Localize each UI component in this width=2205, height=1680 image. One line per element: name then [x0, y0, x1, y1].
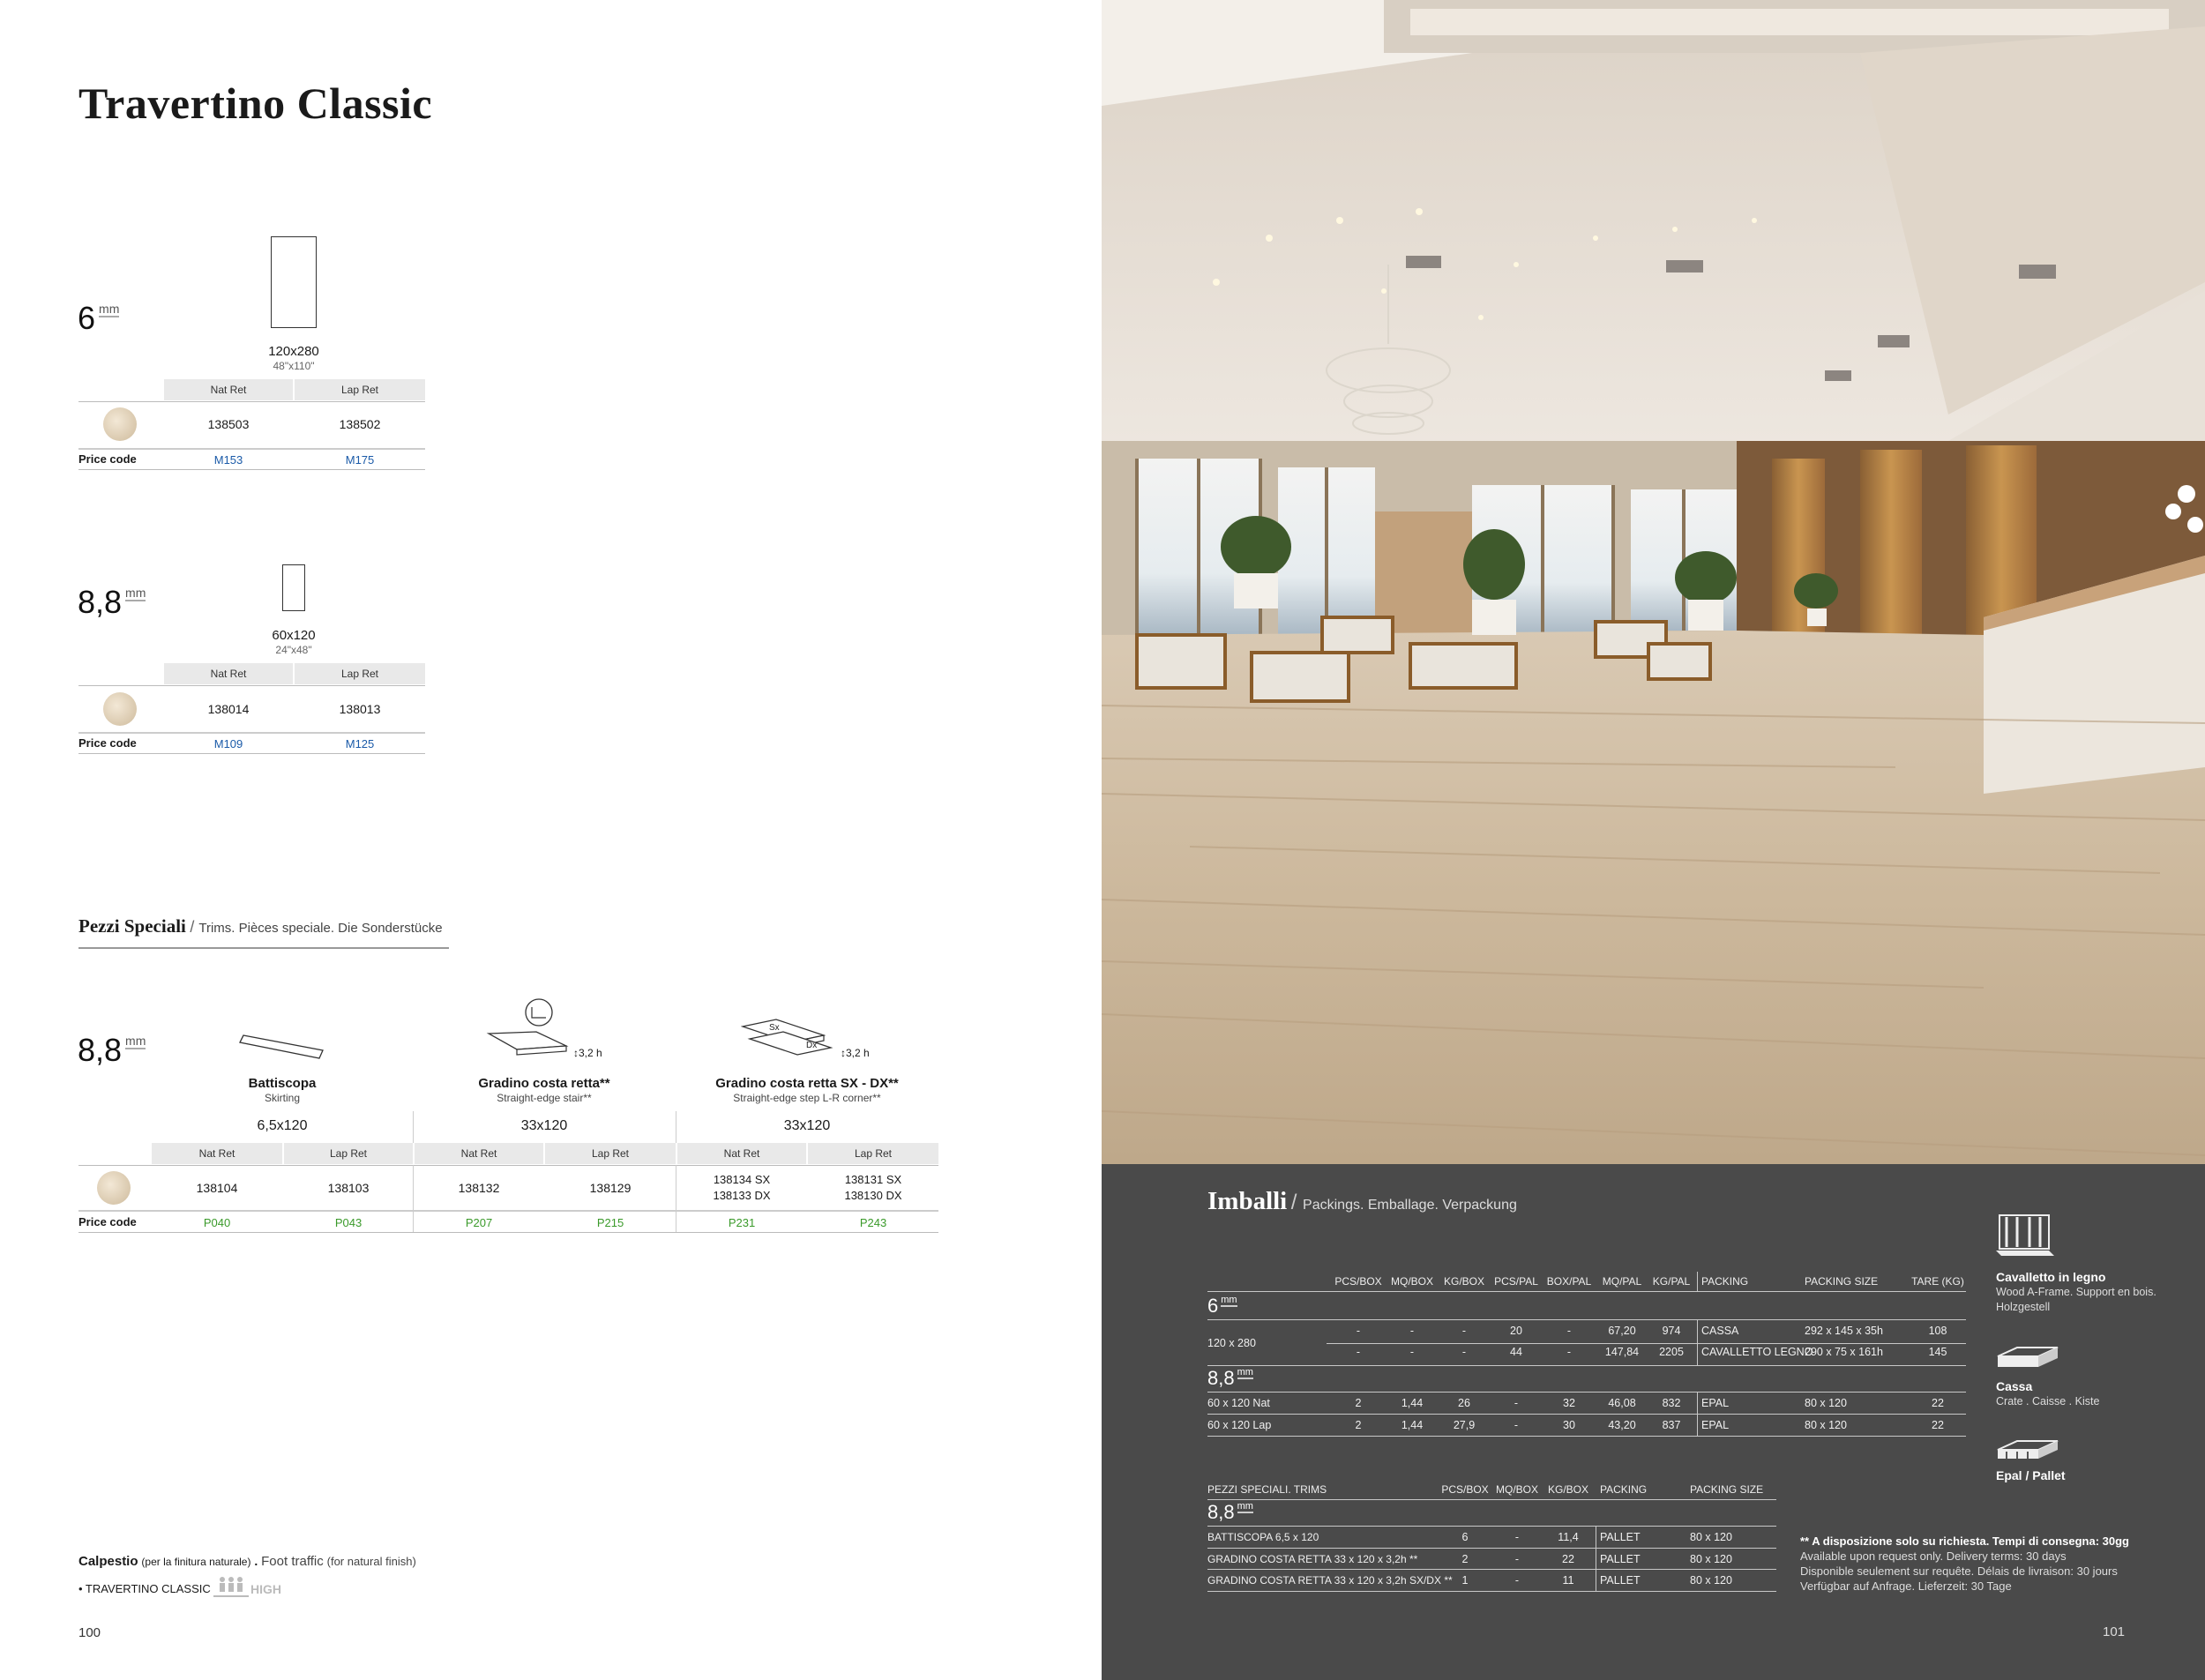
trims-cell: -: [1514, 1531, 1520, 1543]
note-it: ** A disposizione solo su richiesta. Tempi di consegna: 30gg: [1800, 1534, 2129, 1548]
tile-format-60x120: [282, 564, 305, 611]
trim-name-skirting: Battiscopa: [248, 1076, 317, 1091]
trims-cell: GRADINO COSTA RETTA 33 x 120 x 3,2h SX/DX **: [1207, 1574, 1453, 1587]
trims-cell: PALLET: [1600, 1574, 1641, 1587]
packing-cell: 147,84: [1604, 1346, 1640, 1358]
note-en: Available upon request only. Delivery terms: 30 days: [1800, 1549, 2067, 1563]
divider: [1207, 1319, 1966, 1320]
packing-cell: 20: [1510, 1325, 1522, 1337]
col-packing-size: PACKING SIZE: [1805, 1275, 1879, 1288]
trim-code: 138104: [196, 1181, 238, 1195]
header-nat-ret: Nat Ret: [677, 1143, 806, 1164]
format-size-inches: 24"x48": [275, 644, 312, 656]
left-page: [0, 0, 1102, 1680]
price-code-label: Price code: [78, 736, 137, 750]
divider: [78, 401, 425, 402]
trim-code-dx: 138130 DX: [844, 1189, 902, 1202]
col-kg-pal: KG/PAL: [1652, 1275, 1691, 1288]
packing-cell: 80 x 120: [1805, 1419, 1847, 1431]
divider: [1207, 1365, 1966, 1366]
col-pcs-box: PCS/BOX: [1334, 1275, 1382, 1288]
trim-size: 6,5x120: [257, 1118, 308, 1133]
page-title: Travertino Classic: [78, 78, 433, 128]
price-code-label: Price code: [78, 1215, 137, 1228]
code-nat: 138503: [207, 417, 250, 431]
divider: [1207, 1548, 1776, 1549]
col-mq-box: MQ/BOX: [1495, 1483, 1538, 1496]
trim-name-stair: Gradino costa retta**: [478, 1076, 610, 1091]
col-packing-size: PACKING SIZE: [1690, 1483, 1764, 1496]
imballi-heading: Imballi / Packings. Emballage. Verpackung: [1207, 1187, 1517, 1215]
packing-cell: -: [1356, 1346, 1361, 1358]
col-box-pal: BOX/PAL: [1546, 1275, 1592, 1288]
code-nat: 138014: [207, 702, 250, 716]
packing-cell: 22: [1932, 1397, 1944, 1409]
divider: [78, 469, 425, 470]
packing-cell: -: [1356, 1325, 1361, 1337]
price-nat: M153: [213, 453, 243, 467]
col-packing: PACKING: [1600, 1483, 1648, 1496]
header-lap-ret: Lap Ret: [295, 379, 425, 400]
trim-size: 33x120: [783, 1118, 831, 1133]
code-lap: 138502: [339, 417, 381, 431]
packing-cell: -: [1566, 1346, 1572, 1358]
trims-cell: 22: [1562, 1553, 1574, 1565]
divider: [78, 1165, 938, 1166]
divider: [413, 1165, 414, 1232]
trims-cell: PALLET: [1600, 1553, 1641, 1565]
packing-cell: 67,20: [1608, 1325, 1636, 1337]
packing-cell: 974: [1662, 1325, 1681, 1337]
thickness-8-8mm: 8,8 mm: [78, 1032, 146, 1068]
price-lap: M175: [345, 453, 375, 467]
group-6mm: 6 $^{mm}$: [1207, 1295, 1237, 1317]
price-code-label: Price code: [78, 452, 137, 466]
svg-text:Dx: Dx: [806, 1041, 818, 1050]
price-nat: M109: [213, 737, 243, 750]
packing-cell: CAVALLETTO LEGNO: [1701, 1346, 1813, 1358]
trim-code: 138103: [327, 1181, 370, 1195]
trim-price: P231: [728, 1216, 756, 1229]
tile-format-120x280: [271, 236, 317, 328]
trims-group-8-8mm: 8,8 $^{mm}$: [1207, 1501, 1253, 1523]
packing-cell: 80 x 120: [1805, 1397, 1847, 1409]
col-tare: TARE (KG): [1911, 1275, 1964, 1288]
packing-cell: 837: [1662, 1419, 1681, 1431]
packing-cell: 26: [1458, 1397, 1470, 1409]
color-swatch: [97, 1171, 131, 1205]
trim-code: 138132: [458, 1181, 500, 1195]
trims-cell: -: [1514, 1574, 1520, 1587]
corner-stair-drawing: [741, 1014, 838, 1058]
divider: [1207, 1499, 1776, 1500]
packing-cell: 32: [1563, 1397, 1575, 1409]
trims-cell: 11,4: [1558, 1531, 1579, 1543]
packing-cell: 1,44: [1401, 1419, 1424, 1431]
packing-cell: 46,08: [1608, 1397, 1636, 1409]
col-trims: PEZZI SPECIALI. TRIMS: [1207, 1483, 1327, 1496]
trims-heading: Pezzi Speciali / Trims. Pièces speciale. Die Sonderstücke: [78, 915, 443, 937]
packing-cell: -: [1409, 1346, 1415, 1358]
packing-cell: 60 x 120 Lap: [1207, 1419, 1272, 1431]
divider: [1207, 1436, 1966, 1437]
col-pcs-box: PCS/BOX: [1441, 1483, 1489, 1496]
col-mq-box: MQ/BOX: [1390, 1275, 1433, 1288]
divider: [1207, 1526, 1776, 1527]
stair-drawing: [485, 997, 573, 1058]
pallet-icon: [1994, 1439, 2061, 1462]
trims-cell: PALLET: [1600, 1531, 1641, 1543]
trims-cell: BATTISCOPA 6,5 x 120: [1207, 1531, 1319, 1543]
trims-cell: -: [1514, 1553, 1520, 1565]
legend-title: Epal / Pallet: [1996, 1468, 2066, 1482]
packing-cell: -: [1566, 1325, 1572, 1337]
row-size-6mm: 120 x 280: [1207, 1337, 1256, 1349]
page-number-right: 101: [2103, 1624, 2126, 1639]
trim-price: P243: [859, 1216, 887, 1229]
trim-code-sx: 138134 SX: [713, 1173, 771, 1186]
packing-cell: -: [1409, 1325, 1415, 1337]
divider: [78, 753, 425, 754]
trims-cell: 11: [1562, 1574, 1574, 1587]
header-nat-ret: Nat Ret: [164, 379, 293, 400]
heading-underline: [78, 947, 449, 949]
traffic-level: HIGH: [250, 1582, 281, 1596]
packing-cell: 2: [1355, 1397, 1362, 1409]
packing-cell: 30: [1563, 1419, 1575, 1431]
packing-cell: 832: [1662, 1397, 1681, 1409]
packing-cell: -: [1514, 1397, 1519, 1409]
packing-cell: 292 x 145 x 35h: [1805, 1325, 1883, 1337]
packing-cell: 60 x 120 Nat: [1207, 1397, 1270, 1409]
a-frame-icon: [1994, 1212, 2056, 1259]
header-nat-ret: Nat Ret: [415, 1143, 543, 1164]
packing-cell: CASSA: [1701, 1325, 1739, 1337]
packing-cell: 290 x 75 x 161h: [1805, 1346, 1883, 1358]
packing-cell: 108: [1928, 1325, 1947, 1337]
trim-size: 33x120: [520, 1118, 568, 1133]
trims-cell: 6: [1461, 1531, 1469, 1543]
legend-sub: Holzgestell: [1996, 1301, 2051, 1313]
col-kg-box: KG/BOX: [1547, 1483, 1588, 1496]
svg-text:Sx: Sx: [769, 1023, 780, 1033]
divider: [1207, 1591, 1776, 1592]
header-lap-ret: Lap Ret: [808, 1143, 938, 1164]
header-lap-ret: Lap Ret: [284, 1143, 413, 1164]
code-lap: 138013: [339, 702, 381, 716]
trim-price: P040: [203, 1216, 231, 1229]
packing-cell: 43,20: [1608, 1419, 1636, 1431]
foot-traffic-icon: [213, 1575, 249, 1598]
packing-cell: -: [1514, 1419, 1519, 1431]
packing-cell: 2: [1355, 1419, 1362, 1431]
trims-cell: GRADINO COSTA RETTA 33 x 120 x 3,2h **: [1207, 1553, 1418, 1565]
col-kg-box: KG/BOX: [1443, 1275, 1484, 1288]
packing-cell: 44: [1510, 1346, 1522, 1358]
divider: [1207, 1569, 1776, 1570]
group-8-8mm: 8,8 $^{mm}$: [1207, 1367, 1253, 1389]
trims-cell: 80 x 120: [1690, 1574, 1732, 1587]
trims-cell: 2: [1461, 1553, 1469, 1565]
header-nat-ret: Nat Ret: [152, 1143, 282, 1164]
thickness-8-8mm: 8,8 mm: [78, 584, 146, 620]
page-number-left: 100: [78, 1625, 101, 1640]
header-nat-ret: Nat Ret: [164, 663, 293, 684]
trim-code: 138129: [589, 1181, 632, 1195]
packing-cell: -: [1461, 1325, 1467, 1337]
color-swatch: [103, 407, 137, 441]
crate-icon: [1994, 1344, 2061, 1370]
skirting-drawing: [238, 1028, 326, 1064]
note-fr: Disponible seulement sur requête. Délais de livraison: 30 jours: [1800, 1564, 2118, 1578]
interior-photo: [1102, 0, 2205, 1164]
trim-sub-corner: Straight-edge step L-R corner**: [733, 1092, 881, 1104]
packing-cell: EPAL: [1701, 1397, 1730, 1409]
divider: [1207, 1414, 1966, 1415]
note-de: Verfügbar auf Anfrage. Lieferzeit: 30 Tage: [1800, 1579, 2012, 1593]
header-lap-ret: Lap Ret: [545, 1143, 676, 1164]
divider: [1207, 1392, 1966, 1393]
stair-height: ↕3,2 h: [573, 1047, 602, 1059]
trim-code-dx: 138133 DX: [713, 1189, 771, 1202]
divider: [1697, 1319, 1698, 1365]
format-size: 60x120: [272, 628, 316, 643]
trim-code-sx: 138131 SX: [844, 1173, 902, 1186]
thickness-6mm: 6 mm: [78, 300, 120, 336]
packing-cell: -: [1461, 1346, 1467, 1358]
header-lap-ret: Lap Ret: [295, 663, 425, 684]
legend-sub: Crate . Caisse . Kiste: [1996, 1395, 2100, 1407]
trim-price: P043: [334, 1216, 363, 1229]
packing-cell: 145: [1928, 1346, 1947, 1358]
packing-cell: EPAL: [1701, 1419, 1730, 1431]
trims-cell: 1: [1461, 1574, 1469, 1587]
trims-cell: 80 x 120: [1690, 1531, 1732, 1543]
divider: [78, 1210, 938, 1212]
trim-price: P215: [596, 1216, 624, 1229]
legend-title: Cassa: [1996, 1379, 2033, 1393]
format-size-inches: 48"x110": [273, 360, 315, 372]
divider: [1697, 1272, 1698, 1291]
divider: [78, 448, 425, 450]
divider: [78, 1232, 938, 1233]
trim-name-corner: Gradino costa retta SX - DX**: [715, 1076, 899, 1091]
divider: [78, 685, 425, 686]
col-packing: PACKING: [1701, 1275, 1749, 1288]
packing-cell: 22: [1932, 1419, 1944, 1431]
legend-sub: Wood A-Frame. Support en bois.: [1996, 1286, 2156, 1298]
col-mq-pal: MQ/PAL: [1602, 1275, 1642, 1288]
color-swatch: [103, 692, 137, 726]
packing-panel: [1102, 1164, 2205, 1680]
format-size: 120x280: [268, 344, 319, 359]
divider: [78, 732, 425, 734]
divider: [1327, 1343, 1966, 1344]
trim-sub-skirting: Skirting: [264, 1092, 300, 1104]
trim-price: P207: [465, 1216, 493, 1229]
foot-traffic: Calpestio (per la finitura naturale) . Foot traffic (for natural finish): [78, 1554, 416, 1569]
corner-stair-height: ↕3,2 h: [841, 1047, 870, 1059]
traffic-product: • TRAVERTINO CLASSIC: [78, 1582, 211, 1595]
packing-cell: 27,9: [1453, 1419, 1476, 1431]
col-pcs-pal: PCS/PAL: [1494, 1275, 1538, 1288]
price-lap: M125: [345, 737, 375, 750]
trims-cell: 80 x 120: [1690, 1553, 1732, 1565]
packing-cell: 2205: [1659, 1346, 1684, 1358]
packing-cell: 1,44: [1401, 1397, 1424, 1409]
divider: [1207, 1291, 1966, 1292]
legend-title: Cavalletto in legno: [1996, 1270, 2106, 1284]
trim-sub-stair: Straight-edge stair**: [497, 1092, 592, 1104]
